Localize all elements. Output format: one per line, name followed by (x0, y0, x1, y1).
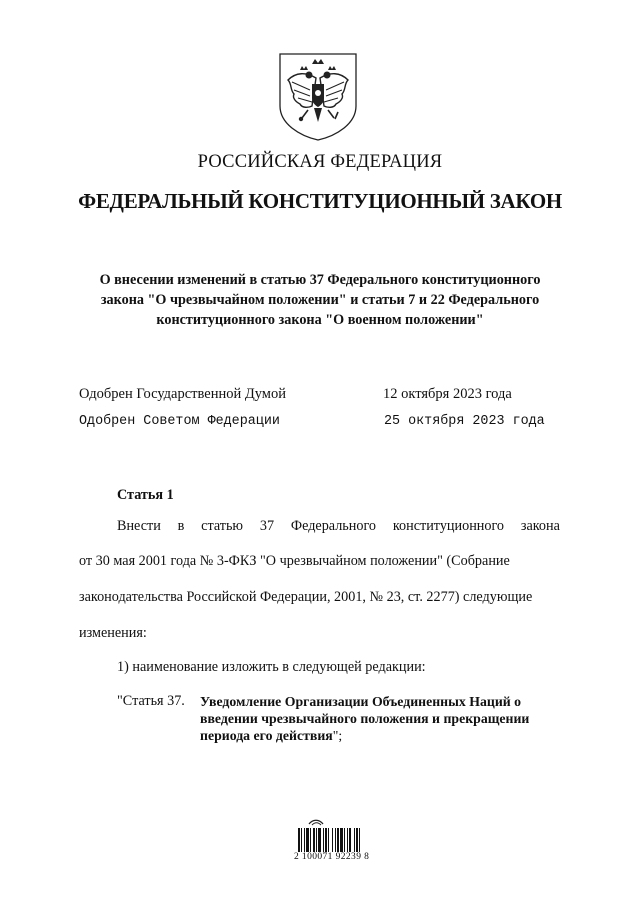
barcode-bar (316, 828, 317, 852)
barcode-bar (304, 828, 305, 852)
approval-council-date: 25 октября 2023 года (384, 414, 545, 429)
barcode-bar (337, 828, 339, 852)
law-title-line: О внесении изменений в статью 37 Федерального конституционного (99, 272, 541, 288)
law-type-heading: ФЕДЕРАЛЬНЫЙ КОНСТИТУЦИОННЫЙ ЗАКОН (78, 189, 562, 213)
barcode-bar (340, 828, 343, 852)
word: закона (520, 518, 560, 534)
approval-duma-label: Одобрен Государственной Думой (79, 386, 286, 402)
article-paragraph-line: от 30 мая 2001 года № 3-ФКЗ "О чрезвычайном положении" (Собрание (79, 553, 510, 569)
barcode-bar (332, 828, 333, 852)
barcode (298, 828, 376, 852)
word: Федерального (290, 518, 377, 534)
law-title-line: конституционного закона "О военном положении" (156, 312, 484, 328)
barcode-bar (323, 828, 324, 852)
quoted-title-closing: "; (332, 728, 343, 743)
article-paragraph-line: изменения: (79, 625, 147, 641)
barcode-bar (347, 828, 348, 852)
barcode-bar (328, 828, 329, 852)
barcode-bar (354, 828, 355, 852)
barcode-bar (335, 828, 336, 852)
quoted-article-label: "Статья 37. (117, 693, 185, 709)
coat-of-arms-emblem (272, 50, 364, 142)
article-paragraph-line: законодательства Российской Федерации, 2001, № 23, ст. 2277) следующие (79, 589, 533, 605)
barcode-bar (325, 828, 327, 852)
law-title (70, 270, 570, 330)
barcode-bar (301, 828, 302, 852)
quoted-title-line: периода его действия (200, 728, 333, 743)
barcode-number: 2 100071 92239 8 (294, 852, 370, 862)
barcode-bar (349, 828, 351, 852)
barcode-bar (356, 828, 358, 852)
barcode-bar (310, 828, 311, 852)
word: в (177, 518, 185, 534)
word: статью (201, 518, 244, 534)
quoted-title-line: введении чрезвычайного положения и прекращении (200, 711, 530, 726)
country-heading: РОССИЙСКАЯ ФЕДЕРАЦИЯ (197, 152, 443, 172)
barcode-bar (306, 828, 309, 852)
barcode-bar (298, 828, 300, 852)
quoted-article-title (200, 693, 565, 744)
approval-duma-date: 12 октября 2023 года (383, 386, 512, 402)
word: Внести (117, 518, 161, 534)
approval-council-label: Одобрен Советом Федерации (79, 414, 280, 429)
article-item-1: 1) наименование изложить в следующей редакции: (117, 659, 426, 675)
barcode-bar (344, 828, 345, 852)
barcode-bar (318, 828, 321, 852)
barcode-bar (313, 828, 315, 852)
article-heading: Статья 1 (117, 487, 174, 503)
word: конституционного (392, 518, 505, 534)
barcode-logo-icon (308, 818, 324, 826)
word: 37 (259, 518, 275, 534)
law-title-line: закона "О чрезвычайном положении" и статьи 7 и 22 Федерального (100, 292, 540, 308)
barcode-bar (359, 828, 360, 852)
quoted-title-line: Уведомление Организации Объединенных Наций о (200, 694, 522, 709)
article-paragraph-first-line (117, 518, 560, 535)
